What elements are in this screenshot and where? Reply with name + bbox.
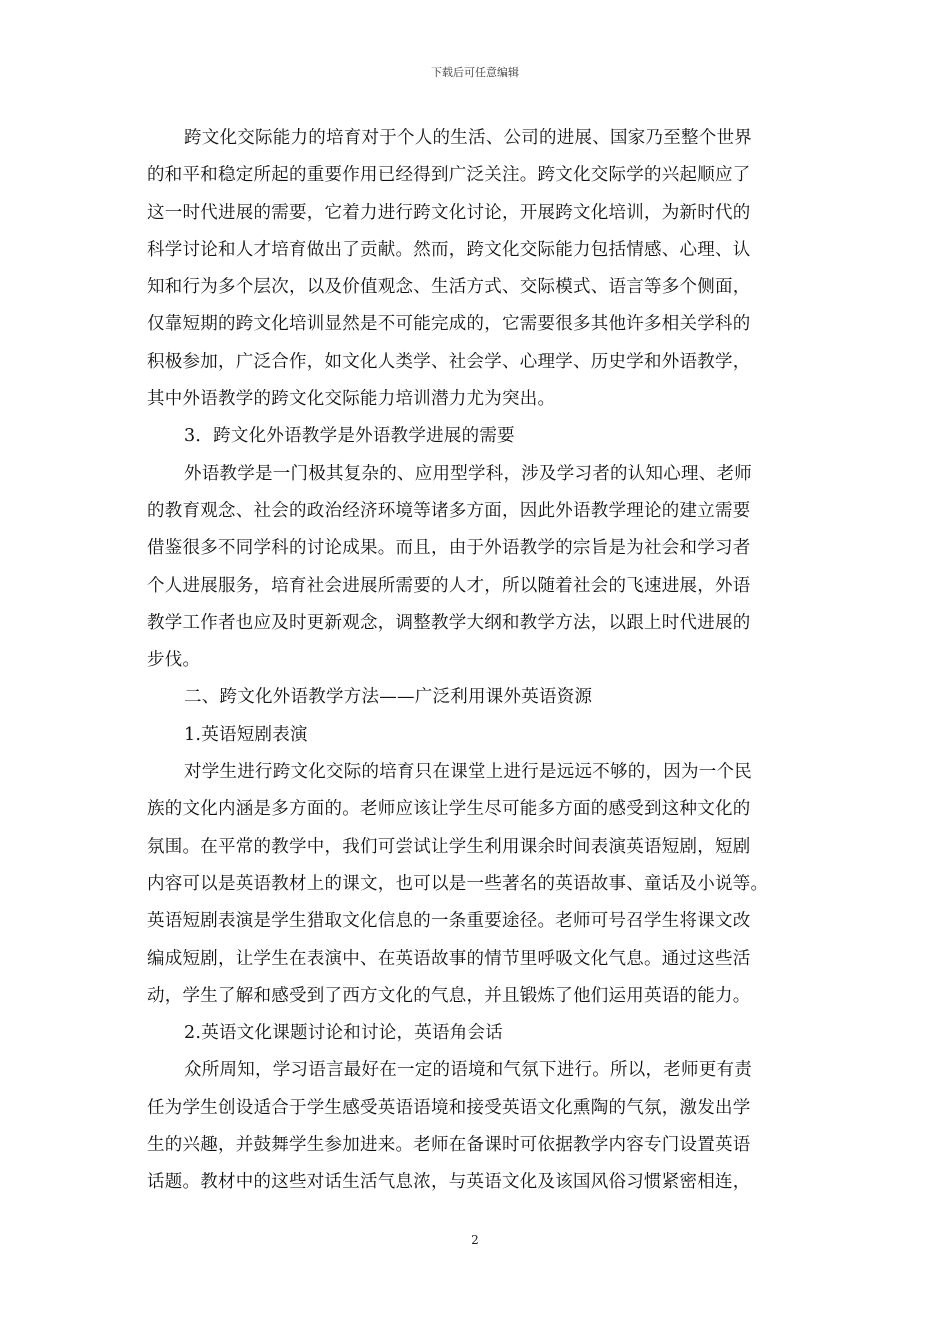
text-line: 英语短剧表演是学生猎取文化信息的一条重要途径。老师可号召学生将课文改 <box>147 911 751 932</box>
text-line: 编成短剧，让学生在表演中、在英语故事的情节里呼吸文化气息。通过这些活 <box>147 948 751 969</box>
text-line: 其中外语教学的跨文化交际能力培训潜力尤为突出。 <box>147 389 556 410</box>
text-line: 科学讨论和人才培育做出了贡献。然而，跨文化交际能力包括情感、心理、认 <box>147 239 751 260</box>
text-line: 二、跨文化外语教学方法——广泛利用课外英语资源 <box>184 687 593 708</box>
text-line: 外语教学是一门极其复杂的、应用型学科，涉及学习者的认知心理、老师 <box>184 463 752 484</box>
text-line: 知和行为多个层次，以及价值观念、生活方式、交际模式、语言等多个侧面， <box>147 277 751 298</box>
text-line: 教学工作者也应及时更新观念，调整教学大纲和教学方法，以跟上时代进展的 <box>147 612 751 633</box>
text-line: 1.英语短剧表演 <box>184 724 308 745</box>
text-line: 借鉴很多不同学科的讨论成果。而且，由于外语教学的宗旨是为社会和学习者 <box>147 538 751 559</box>
text-line: 内容可以是英语教材上的课文，也可以是一些著名的英语故事、童话及小说等。 <box>147 873 769 894</box>
text-line: 任为学生创设适合于学生感受英语语境和接受英语文化熏陶的气氛，激发出学 <box>147 1097 751 1118</box>
text-line: 仅靠短期的跨文化培训显然是不可能完成的，它需要很多其他许多相关学科的 <box>147 314 751 335</box>
document-body <box>147 120 809 1202</box>
page-header: 下载后可任意编辑 <box>431 66 519 79</box>
text-line: 的教育观念、社会的政治经济环境等诸多方面，因此外语教学理论的建立需要 <box>147 500 751 521</box>
text-line: 动，学生了解和感受到了西方文化的气息，并且锻炼了他们运用英语的能力。 <box>147 985 751 1006</box>
text-line: 族的文化内涵是多方面的。老师应该让学生尽可能多方面的感受到这种文化的 <box>147 799 751 820</box>
text-line: 对学生进行跨文化交际的培育只在课堂上进行是远远不够的，因为一个民 <box>184 762 752 783</box>
text-line: 的和平和稳定所起的重要作用已经得到广泛关注。跨文化交际学的兴起顺应了 <box>147 165 751 186</box>
text-line: 个人进展服务，培育社会进展所需要的人才，所以随着社会的飞速进展，外语 <box>147 575 751 596</box>
text-line: 话题。教材中的这些对话生活气息浓，与英语文化及该国风俗习惯紧密相连， <box>147 1172 751 1193</box>
text-line: 跨文化交际能力的培育对于个人的生活、公司的进展、国家乃至整个世界 <box>184 128 752 148</box>
text-line: 生的兴趣，并鼓舞学生参加进来。老师在备课时可依据教学内容专门设置英语 <box>147 1135 751 1156</box>
text-line: 步伐。 <box>147 650 201 671</box>
text-line: 2.英语文化课题讨论和讨论，英语角会话 <box>184 1023 503 1044</box>
text-line: 这一时代进展的需要，它着力进行跨文化讨论，开展跨文化培训，为新时代的 <box>147 202 751 223</box>
text-line: 积极参加，广泛合作，如文化人类学、社会学、心理学、历史学和外语教学， <box>147 351 751 372</box>
page-number: 2 <box>471 1233 479 1247</box>
text-line: 众所周知，学习语言最好在一定的语境和气氛下进行。所以，老师更有责 <box>184 1060 752 1081</box>
text-line: 氛围。在平常的教学中，我们可尝试让学生利用课余时间表演英语短剧，短剧 <box>147 836 751 857</box>
text-line: 3．跨文化外语教学是外语教学进展的需要 <box>184 426 515 447</box>
